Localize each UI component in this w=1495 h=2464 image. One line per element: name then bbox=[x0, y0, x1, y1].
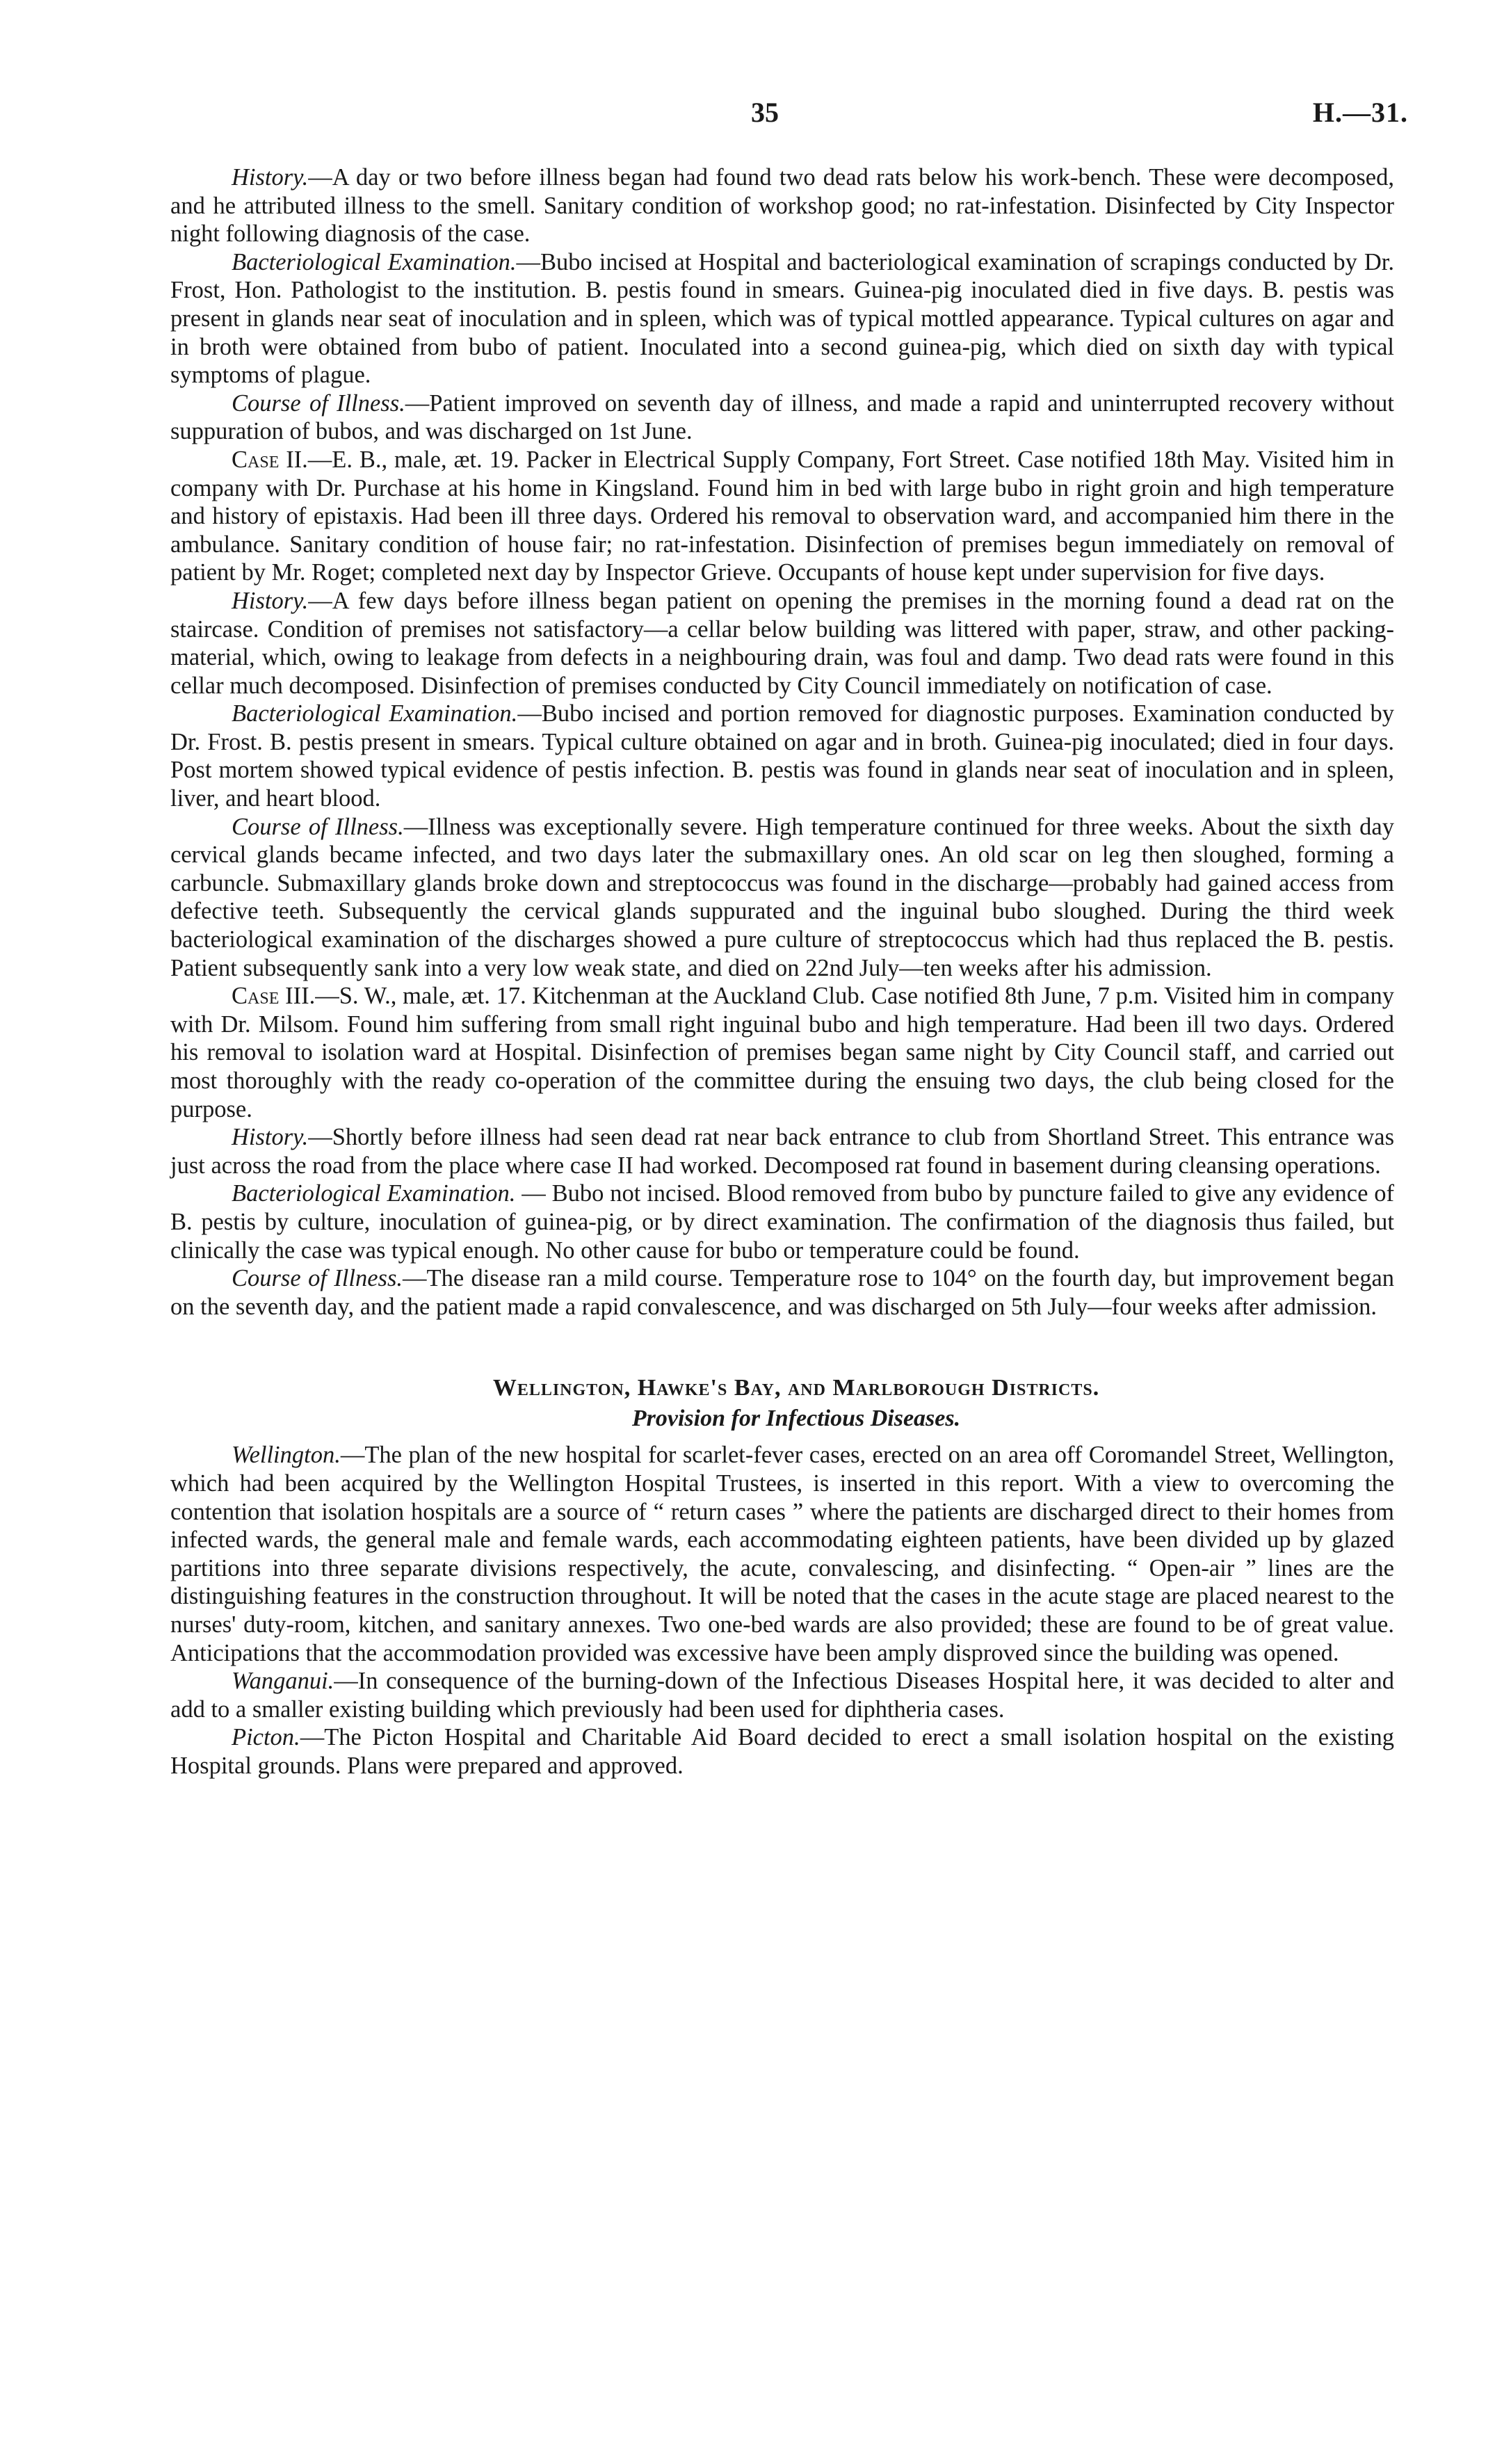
paragraph-course-of-illness bbox=[170, 389, 1394, 446]
paragraph-label: Bacteriological Examination. bbox=[232, 248, 517, 275]
paragraph-label: Picton. bbox=[232, 1724, 300, 1751]
paragraph-course-of-illness bbox=[170, 813, 1394, 983]
paragraph-bacteriological-examination bbox=[170, 248, 1394, 389]
paragraph-history bbox=[170, 587, 1394, 700]
paragraph-bacteriological-examination bbox=[170, 700, 1394, 812]
section-title: Wellington, Hawke's Bay, and Marlborough Districts. bbox=[492, 1375, 1100, 1401]
body-text bbox=[170, 163, 1394, 1780]
paragraph-label: Bacteriological Examination. bbox=[232, 1180, 516, 1207]
paragraph-text: — Bubo not incised. Blood removed from bubo by puncture failed to give any evidence of B. pestis by culture, inoculation of guinea-pig, or by direct examination. The confirmation of the diagnosis thus failed, but clinically the case was typical enough. No other cause for bubo or temperature could be found. bbox=[170, 1180, 1394, 1264]
paragraph-text: —S. W., male, æt. 17. Kitchenman at the Auckland Club. Case notified 8th June, 7 p.m. Visited him in company with Dr. Milsom. Found him suffering from small right inguinal bubo and high temperature. Had been ill two days. Ordered his removal to isolation ward at Hospital. Disinfection of premises began same night by City Council staff, and carried out most thoroughly with the ready co-operation of the committee during the ensuing two days, the club being closed for the purpose. bbox=[170, 983, 1394, 1122]
paragraph-text: —Bubo incised and portion removed for diagnostic purposes. Examination conducted by Dr. Frost. B. pestis present in smears. Typical culture obtained on agar and in broth. Guinea-pig inoculated; died in four days. Post mortem showed typical evidence of pestis infection. B. pestis was found in glands near seat of inoculation and in spleen, liver, and heart blood. bbox=[170, 700, 1394, 812]
page-header bbox=[0, 96, 1495, 138]
paragraph-text: —Patient improved on seventh day of illness, and made a rapid and uninterrupted recovery without suppuration of bubos, and was discharged on 1st June. bbox=[170, 389, 1394, 445]
paragraph-picton bbox=[170, 1723, 1394, 1780]
paragraph-wellington bbox=[170, 1441, 1394, 1667]
paragraph-label: Wanganui. bbox=[232, 1668, 334, 1695]
paragraph-text: —In consequence of the burning-down of the Infectious Diseases Hospital here, it was decided to alter and add to a smaller existing building which previously had been used for diphtheria cases. bbox=[170, 1668, 1394, 1723]
section-subtitle: Provision for Infectious Diseases. bbox=[631, 1406, 961, 1432]
paragraph-label: History. bbox=[232, 1124, 309, 1151]
paragraph-text: —A day or two before illness began had found two dead rats below his work-bench. These were decomposed, and he attributed illness to the smell. Sanitary condition of workshop good; no rat-infestation. Disinfected by City Inspector night following diagnosis of the case. bbox=[170, 164, 1394, 248]
paragraph-history bbox=[170, 1123, 1394, 1179]
paragraph-text: —The plan of the new hospital for scarlet-fever cases, erected on an area off Coromandel Street, Wellington, which had been acquired by the Wellington Hospital Trustees, is inserted in this report. With a view to overcoming the contention that isolation hospitals are a source of “ return cases ” where the patients are discharged direct to their homes from infected wards, the general male and female wards, each accommodating eighteen patients, have been divided up by glazed partitions into three separate divisions respectively, the acute, convalescing, and disinfecting. “ Open-air ” lines are the distinguishing features in the construction throughout. It will be noted that the cases in the acute stage are placed nearest to the nurses' duty-room, kitchen, and sanitary annexes. Two one-bed wards are also provided; these are found to be of great value. Anticipations that the accommodation provided was excessive have been amply disproved since the building was opened. bbox=[170, 1442, 1394, 1666]
paragraph-history bbox=[170, 163, 1394, 248]
paragraph-label: Course of Illness. bbox=[232, 389, 405, 417]
paragraph-text: —The Picton Hospital and Charitable Aid Board decided to erect a small isolation hospital on the existing Hospital grounds. Plans were prepared and approved. bbox=[170, 1724, 1394, 1779]
paragraph-text: —The disease ran a mild course. Temperature rose to 104° on the fourth day, but improvement began on the seventh day, and the patient made a rapid convalescence, and was discharged on 5th July—four weeks after admission. bbox=[170, 1265, 1395, 1320]
paragraph-label: Bacteriological Examination. bbox=[232, 700, 518, 727]
paragraph-text: —A few days before illness began patient on opening the premises in the morning found a dead rat on the staircase. Condition of premises not satisfactory—a cellar below building was littered with paper, straw, and other packing-material, which, owing to leakage from defects in a neighbouring drain, was foul and damp. Two dead rats were found in this cellar much decomposed. Disinfection of premises conducted by City Council immediately on notification of case. bbox=[170, 587, 1394, 699]
paragraph-case-ii bbox=[170, 446, 1394, 587]
paragraph-case-iii bbox=[170, 982, 1394, 1123]
case-label: Case III. bbox=[232, 983, 316, 1010]
paragraph-label: History. bbox=[232, 587, 309, 614]
paragraph-label: Course of Illness. bbox=[232, 813, 404, 840]
document-reference: H.—31. bbox=[1312, 97, 1408, 128]
paragraph-bacteriological-examination bbox=[170, 1179, 1394, 1264]
paragraph-text: —E. B., male, æt. 19. Packer in Electrical Supply Company, Fort Street. Case notified 18th May. Visited him in company with Dr. Purchase at his home in Kingsland. Found him in bed with large bubo in right groin and high temperature and history of epistaxis. Had been ill three days. Ordered his removal to observation ward, and accompanied him there in the ambulance. Sanitary condition of house fair; no rat-infestation. Disinfection of premises begun immediately on removal of patient by Mr. Roget; completed next day by Inspector Grieve. Occupants of house kept under supervision for five days. bbox=[170, 446, 1394, 586]
paragraph-label: History. bbox=[232, 164, 309, 191]
paragraph-label: Wellington. bbox=[232, 1442, 341, 1469]
case-label: Case II. bbox=[232, 446, 308, 473]
paragraph-text: —Bubo incised at Hospital and bacteriological examination of scrapings conducted by Dr. Frost, Hon. Pathologist to the institution. B. pestis found in smears. Guinea-pig inoculated died in five days. B. pestis was present in glands near seat of inoculation and in spleen, which was of typical mottled appearance. Typical cultures on agar and in broth were obtained from bubo of patient. Inoculated into a second guinea-pig, which died on sixth day with typical symptoms of plague. bbox=[170, 248, 1394, 389]
paragraph-course-of-illness bbox=[170, 1264, 1394, 1321]
page-number: 35 bbox=[751, 97, 779, 128]
paragraph-text: —Shortly before illness had seen dead rat near back entrance to club from Shortland Street. This entrance was just across the road from the place where case II had worked. Decomposed rat found in basement during cleansing operations. bbox=[170, 1124, 1394, 1179]
paragraph-wanganui bbox=[170, 1667, 1394, 1723]
paragraph-text: —Illness was exceptionally severe. High temperature continued for three weeks. About the sixth day cervical glands became infected, and two days later the submaxillary ones. An old scar on leg then sloughed, forming a carbuncle. Submaxillary glands broke down and streptococcus was found in the discharge—probably had gained access from defective teeth. Subsequently the cervical glands suppurated and the inguinal bubo sloughed. During the third week bacteriological examination of the discharges showed a pure culture of streptococcus which had thus replaced the B. pestis. Patient subsequently sank into a very low weak state, and died on 22nd July—ten weeks after his admission. bbox=[170, 813, 1394, 981]
paragraph-label: Course of Illness. bbox=[232, 1265, 403, 1292]
